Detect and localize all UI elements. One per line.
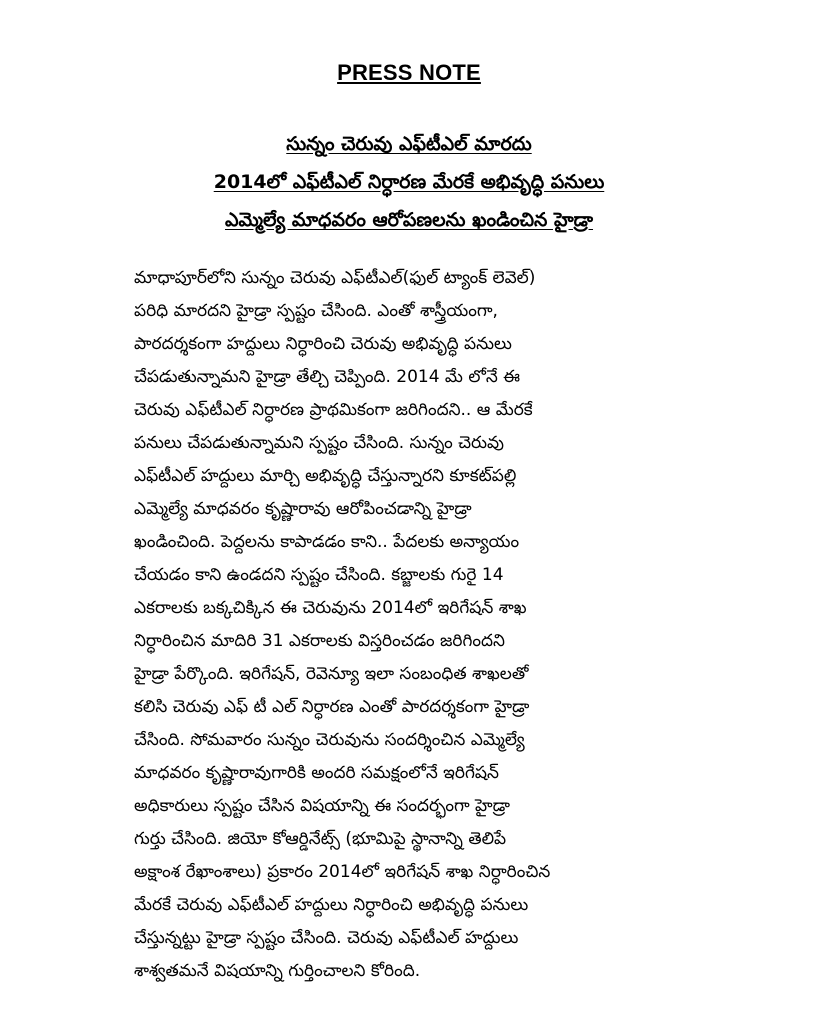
body-line: అధికారులు స్పష్టం చేసిన విషయాన్ని ఈ సందర్భంగా హైడ్రా <box>134 796 510 816</box>
headline-block <box>60 125 758 239</box>
page-title: PRESS NOTE <box>337 60 481 85</box>
headline-line: 2014లో ఎఫ్‌టీఎల్ నిర్ధారణ మేరకే అభివృద్ధి పనులు <box>213 171 605 193</box>
body-line: నిర్ధారించిన మాదిరి 31 ఎకరాలకు విస్తరించడం జరిగిందని <box>134 631 505 651</box>
body-line: శాశ్వతమనే విషయాన్ని గుర్తించాలని కోరింది. <box>134 961 421 981</box>
body-line: చేయడం కాని ఉండదని స్పష్టం చేసింది. కబ్జాలకు గురై 14 <box>134 565 504 585</box>
body-line: అక్షాంశ రేఖాంశాలు) ప్రకారం 2014లో ఇరిగేషన్ శాఖ నిర్ధారించిన <box>134 862 551 882</box>
headline-line: సున్నం చెరువు ఎఫ్‌టీఎల్ మారదు <box>286 133 532 155</box>
body-line: చేపడుతున్నామని హైడ్రా తేల్చి చెప్పింది. 2014 మే లోనే ఈ <box>134 367 521 387</box>
body-paragraph <box>134 262 734 988</box>
body-line: ఎఫ్‌టీఎల్ హద్దులు మార్చి అభివృద్ధి చేస్తున్నారని కూకట్‌పల్లి <box>134 466 517 486</box>
body-line: మాధాపూర్‌లోని సున్నం చెరువు ఎఫ్‌టీఎల్(ఫుల్ ట్యాంక్ లెవెల్) <box>134 268 536 288</box>
body-line: పరిధి మారదని హైడ్రా స్పష్టం చేసింది. ఎంతో శాస్త్రీయంగా, <box>134 301 498 321</box>
body-line: మేరకే చెరువు ఎఫ్‌టీఎల్ హద్దులు నిర్ధారించి అభివృద్ధి పనులు <box>134 895 529 915</box>
body-line: హైడ్రా పేర్కొంది. ఇరిగేషన్, రెవెన్యూ ఇలా సంబంధిత శాఖలతో <box>134 664 529 684</box>
body-line: చేస్తున్నట్టు హైడ్రా స్పష్టం చేసింది. చెరువు ఎఫ్‌టీఎల్ హద్దులు <box>134 928 519 948</box>
body-line: ఖండించింది. పెద్దలను కాపాడడం కాని.. పేదలకు అన్యాయం <box>134 532 520 552</box>
body-line: కలిసి చెరువు ఎఫ్ టీ ఎల్ నిర్ధారణ ఎంతో పారదర్శకంగా హైడ్రా <box>134 697 530 717</box>
body-line: మాధవరం కృష్ణారావుగారికి అందరి సమక్షంలోనే ఇరిగేషన్ <box>134 763 499 783</box>
body-line: ఎమ్మెల్యే మాధవరం కృష్ణారావు ఆరోపించడాన్ని హైడ్రా <box>134 499 472 519</box>
headline-line: ఎమ్మెల్యే మాధవరం ఆరోపణలను ఖండించిన హైడ్రా <box>224 209 594 231</box>
body-line: గుర్తు చేసింది. జియో కోఆర్డినేట్స్ (భూమిపై స్థానాన్ని తెలిపే <box>134 829 507 849</box>
body-line: పనులు చేపడుతున్నామని స్పష్టం చేసింది. సున్నం చెరువు <box>134 433 504 453</box>
body-line: ఎకరాలకు బక్కచిక్కిన ఈ చెరువును 2014లో ఇరిగేషన్ శాఖ <box>134 598 527 618</box>
body-line: పారదర్శకంగా హద్దులు నిర్ధారించి చెరువు అభివృద్ధి పనులు <box>134 334 512 354</box>
body-line: చేసింది. సోమవారం సున్నం చెరువును సందర్శించిన ఎమ్మెల్యే <box>134 730 525 750</box>
body-line: చెరువు ఎఫ్‌టీఎల్ నిర్ధారణ ప్రాథమికంగా జరిగిందని.. ఆ మేరకే <box>134 400 533 420</box>
